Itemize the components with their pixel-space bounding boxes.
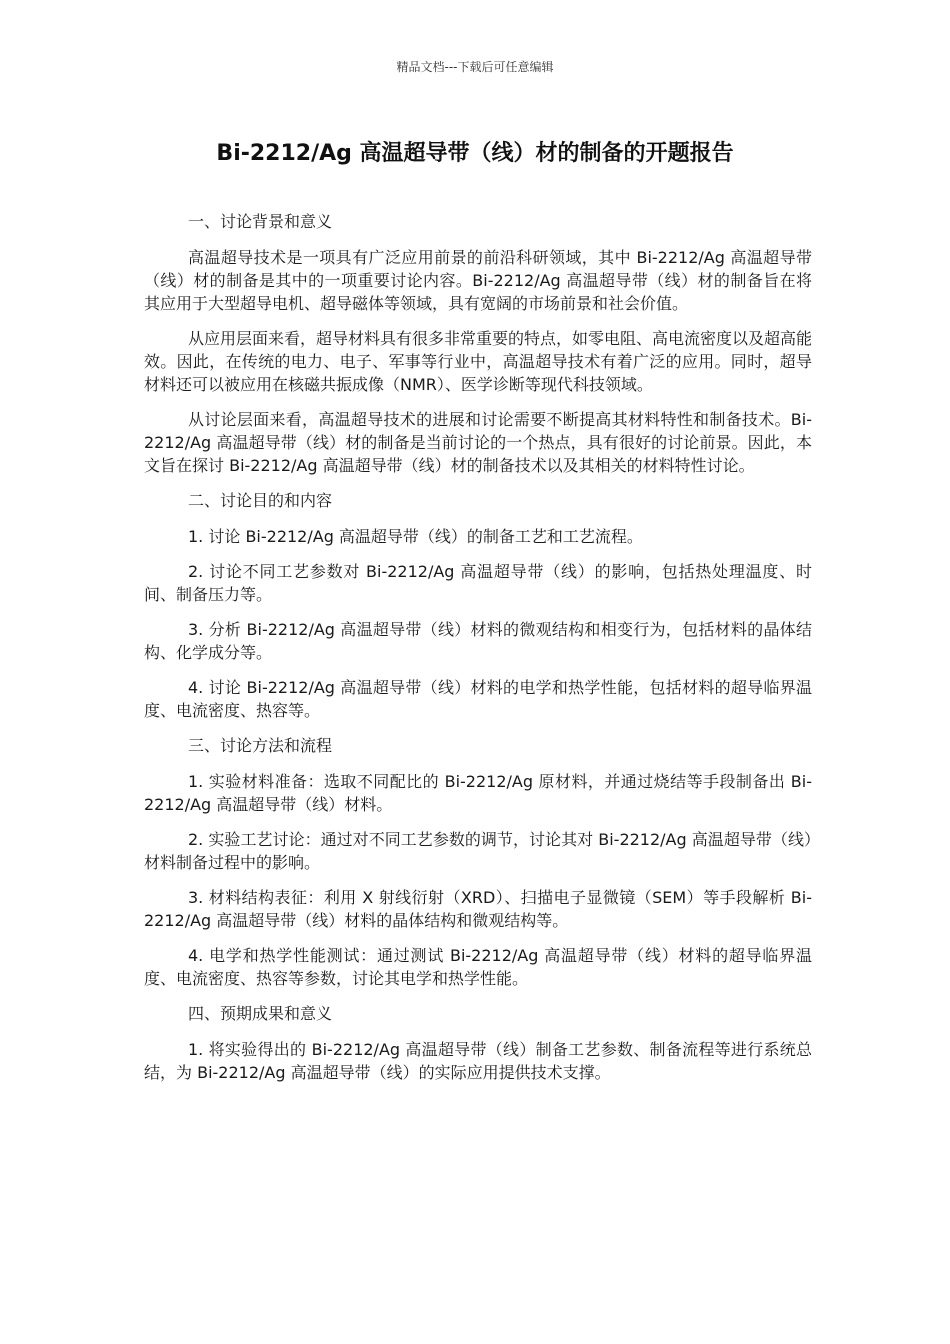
section-heading: 四、预期成果和意义 (188, 1004, 333, 1023)
paragraph: 3. 分析 Bi-2212/Ag 高温超导带（线）材料的微观结构和相变行为，包括材料的晶体结构、化学成分等。 (144, 620, 812, 662)
paragraph: 高温超导技术是一项具有广泛应用前景的前沿科研领域，其中 Bi-2212/Ag 高温超导带（线）材的制备是其中的一项重要讨论内容。Bi-2212/Ag 高温超导带（线）材的制备旨在将其应用于大型超导电机、超导磁体等领域，具有宽阔的市场前景和社会价值。 (144, 248, 812, 313)
paragraph: 从讨论层面来看，高温超导技术的进展和讨论需要不断提高其材料特性和制备技术。Bi-2212/Ag 高温超导带（线）材的制备是当前讨论的一个热点，具有很好的讨论前景。因此，本文旨在探讨 Bi-2212/Ag 高温超导带（线）材的制备技术以及其相关的材料特性讨论。 (144, 410, 812, 475)
paragraph: 4. 讨论 Bi-2212/Ag 高温超导带（线）材料的电学和热学性能，包括材料的超导临界温度、电流密度、热容等。 (144, 678, 812, 720)
page-header: 精品文档---下载后可任意编辑 (396, 60, 554, 74)
paragraph: 从应用层面来看，超导材料具有很多非常重要的特点，如零电阻、高电流密度以及超高能效。因此，在传统的电力、电子、军事等行业中，高温超导技术有着广泛的应用。同时，超导材料还可以被应用在核磁共振成像（NMR）、医学诊断等现代科技领域。 (144, 329, 813, 394)
paragraph: 4. 电学和热学性能测试：通过测试 Bi-2212/Ag 高温超导带（线）材料的超导临界温度、电流密度、热容等参数，讨论其电学和热学性能。 (144, 946, 812, 988)
paragraph: 2. 实验工艺讨论：通过对不同工艺参数的调节，讨论其对 Bi-2212/Ag 高温超导带（线）材料制备过程中的影响。 (144, 830, 812, 872)
paragraph: 2. 讨论不同工艺参数对 Bi-2212/Ag 高温超导带（线）的影响，包括热处理温度、时间、制备压力等。 (144, 562, 812, 604)
document-body (144, 210, 812, 1096)
section-heading: 二、讨论目的和内容 (188, 491, 333, 510)
paragraph: 1. 实验材料准备：选取不同配比的 Bi-2212/Ag 原材料，并通过烧结等手段制备出 Bi-2212/Ag 高温超导带（线）材料。 (144, 772, 812, 814)
paragraph: 1. 将实验得出的 Bi-2212/Ag 高温超导带（线）制备工艺参数、制备流程等进行系统总结，为 Bi-2212/Ag 高温超导带（线）的实际应用提供技术支撑。 (144, 1040, 812, 1082)
document-title: Bi-2212/Ag 高温超导带（线）材的制备的开题报告 (216, 141, 734, 166)
section-heading: 一、讨论背景和意义 (188, 212, 333, 231)
paragraph: 3. 材料结构表征：利用 X 射线衍射（XRD）、扫描电子显微镜（SEM）等手段解析 Bi-2212/Ag 高温超导带（线）材料的晶体结构和微观结构等。 (144, 888, 812, 930)
section-heading: 三、讨论方法和流程 (188, 736, 333, 755)
paragraph: 1. 讨论 Bi-2212/Ag 高温超导带（线）的制备工艺和工艺流程。 (188, 527, 643, 546)
